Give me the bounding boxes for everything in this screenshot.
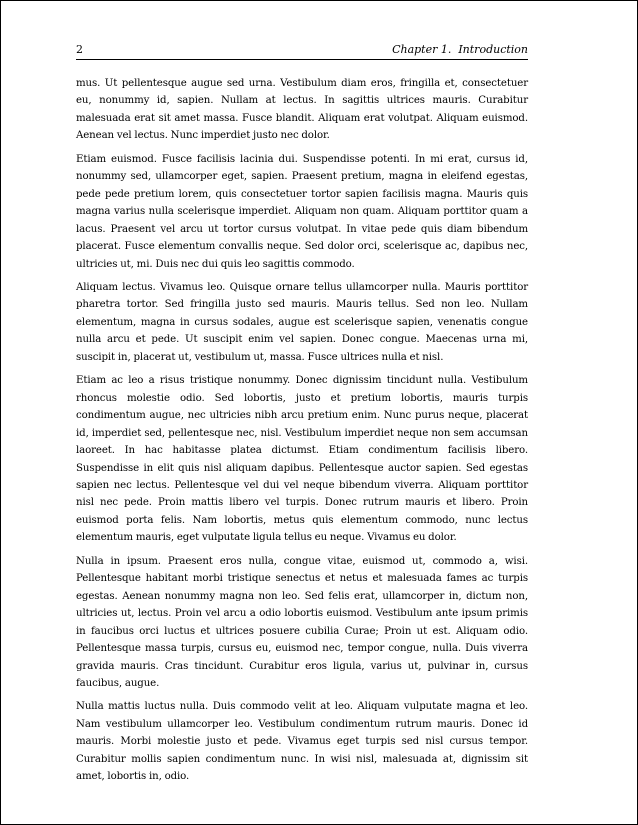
paragraph-1: mus. Ut pellentesque augue sed urna. Vestibulum diam eros, fringilla et, consectetuer eu, nonummy id, sapien. Nullam at lectus. In sagittis ultrices mauris. Curabitur malesuada erat sit amet massa. Fusce blandit. Aliquam erat volutpat. Aliquam euismod. Aenean vel lectus. Nunc imperdiet justo nec dolor.: [76, 78, 528, 142]
running-header: [76, 43, 528, 60]
chapter-title: Chapter 1. Introduction: [392, 43, 528, 56]
paragraph-6: Nulla mattis luctus nulla. Duis commodo velit at leo. Aliquam vulputate magna et leo. Nam vestibulum ullamcorper leo. Vestibulum condimentum rutrum mauris. Donec id mauris. Morbi molestie justo et pede. Vivamus eget turpis sed nisl cursus tempor. Curabitur mollis sapien condimentum nunc. In wisi nisl, malesuada at, dignissim sit amet, lobortis in, odio.: [76, 701, 528, 783]
body-text: [76, 75, 528, 792]
page-number: 2: [76, 43, 83, 56]
paragraph-5: Nulla in ipsum. Praesent eros nulla, congue vitae, euismod ut, commodo a, wisi. Pellentesque habitant morbi tristique senectus et netus et malesuada fames ac turpis egestas. Aenean nonummy magna non leo. Sed felis erat, ullamcorper in, dictum non, ultricies ut, lectus. Proin vel arcu a odio lobortis euismod. Vestibulum ante ipsum primis in faucibus orci luctus et ultrices posuere cubilia Curae; Proin ut est. Aliquam odio. Pellentesque massa turpis, cursus eu, euismod nec, tempor congue, nulla. Duis viverra gravida mauris. Cras tincidunt. Curabitur eros ligula, varius ut, pulvinar in, cursus faucibus, augue.: [76, 555, 528, 689]
paragraph-3: Aliquam lectus. Vivamus leo. Quisque ornare tellus ullamcorper nulla. Mauris porttitor pharetra tortor. Sed fringilla justo sed mauris. Mauris tellus. Sed non leo. Nullam elementum, magna in cursus sodales, augue est scelerisque sapien, venenatis congue nulla arcu et pede. Ut suscipit enim vel sapien. Donec congue. Maecenas urna mi, suscipit in, placerat ut, vestibulum ut, massa. Fusce ultrices nulla et nisl.: [76, 281, 528, 363]
paragraph-4: Etiam ac leo a risus tristique nonummy. Donec dignissim tincidunt nulla. Vestibulum rhoncus molestie odio. Sed lobortis, justo et pretium lobortis, mauris turpis condimentum augue, nec ultricies nibh arcu pretium enim. Nunc purus neque, placerat id, imperdiet sed, pellentesque nec, nisl. Vestibulum imperdiet neque non sem accumsan laoreet. In hac habitasse platea dictumst. Etiam condimentum facilisis libero. Suspendisse in elit quis nisl aliquam dapibus. Pellentesque auctor sapien. Sed egestas sapien nec lectus. Pellentesque vel dui vel neque bibendum viverra. Aliquam porttitor nisl nec pede. Proin mattis libero vel turpis. Donec rutrum mauris et libero. Proin euismod porta felis. Nam lobortis, metus quis elementum commodo, nunc lectus elementum mauris, eget vulputate ligula tellus eu neque. Vivamus eu dolor.: [76, 375, 528, 544]
paragraph-2: Etiam euismod. Fusce facilisis lacinia dui. Suspendisse potenti. In mi erat, cursus id, nonummy sed, ullamcorper eget, sapien. Praesent pretium, magna in eleifend egestas, pede pede pretium lorem, quis consectetuer tortor sapien facilisis magna. Mauris quis magna varius nulla scelerisque imperdiet. Aliquam non quam. Aliquam porttitor quam a lacus. Praesent vel arcu ut tortor cursus volutpat. In vitae pede quis diam bibendum placerat. Fusce elementum convallis neque. Sed dolor orci, scelerisque ac, dapibus nec, ultricies ut, mi. Duis nec dui quis leo sagittis commodo.: [76, 153, 528, 270]
